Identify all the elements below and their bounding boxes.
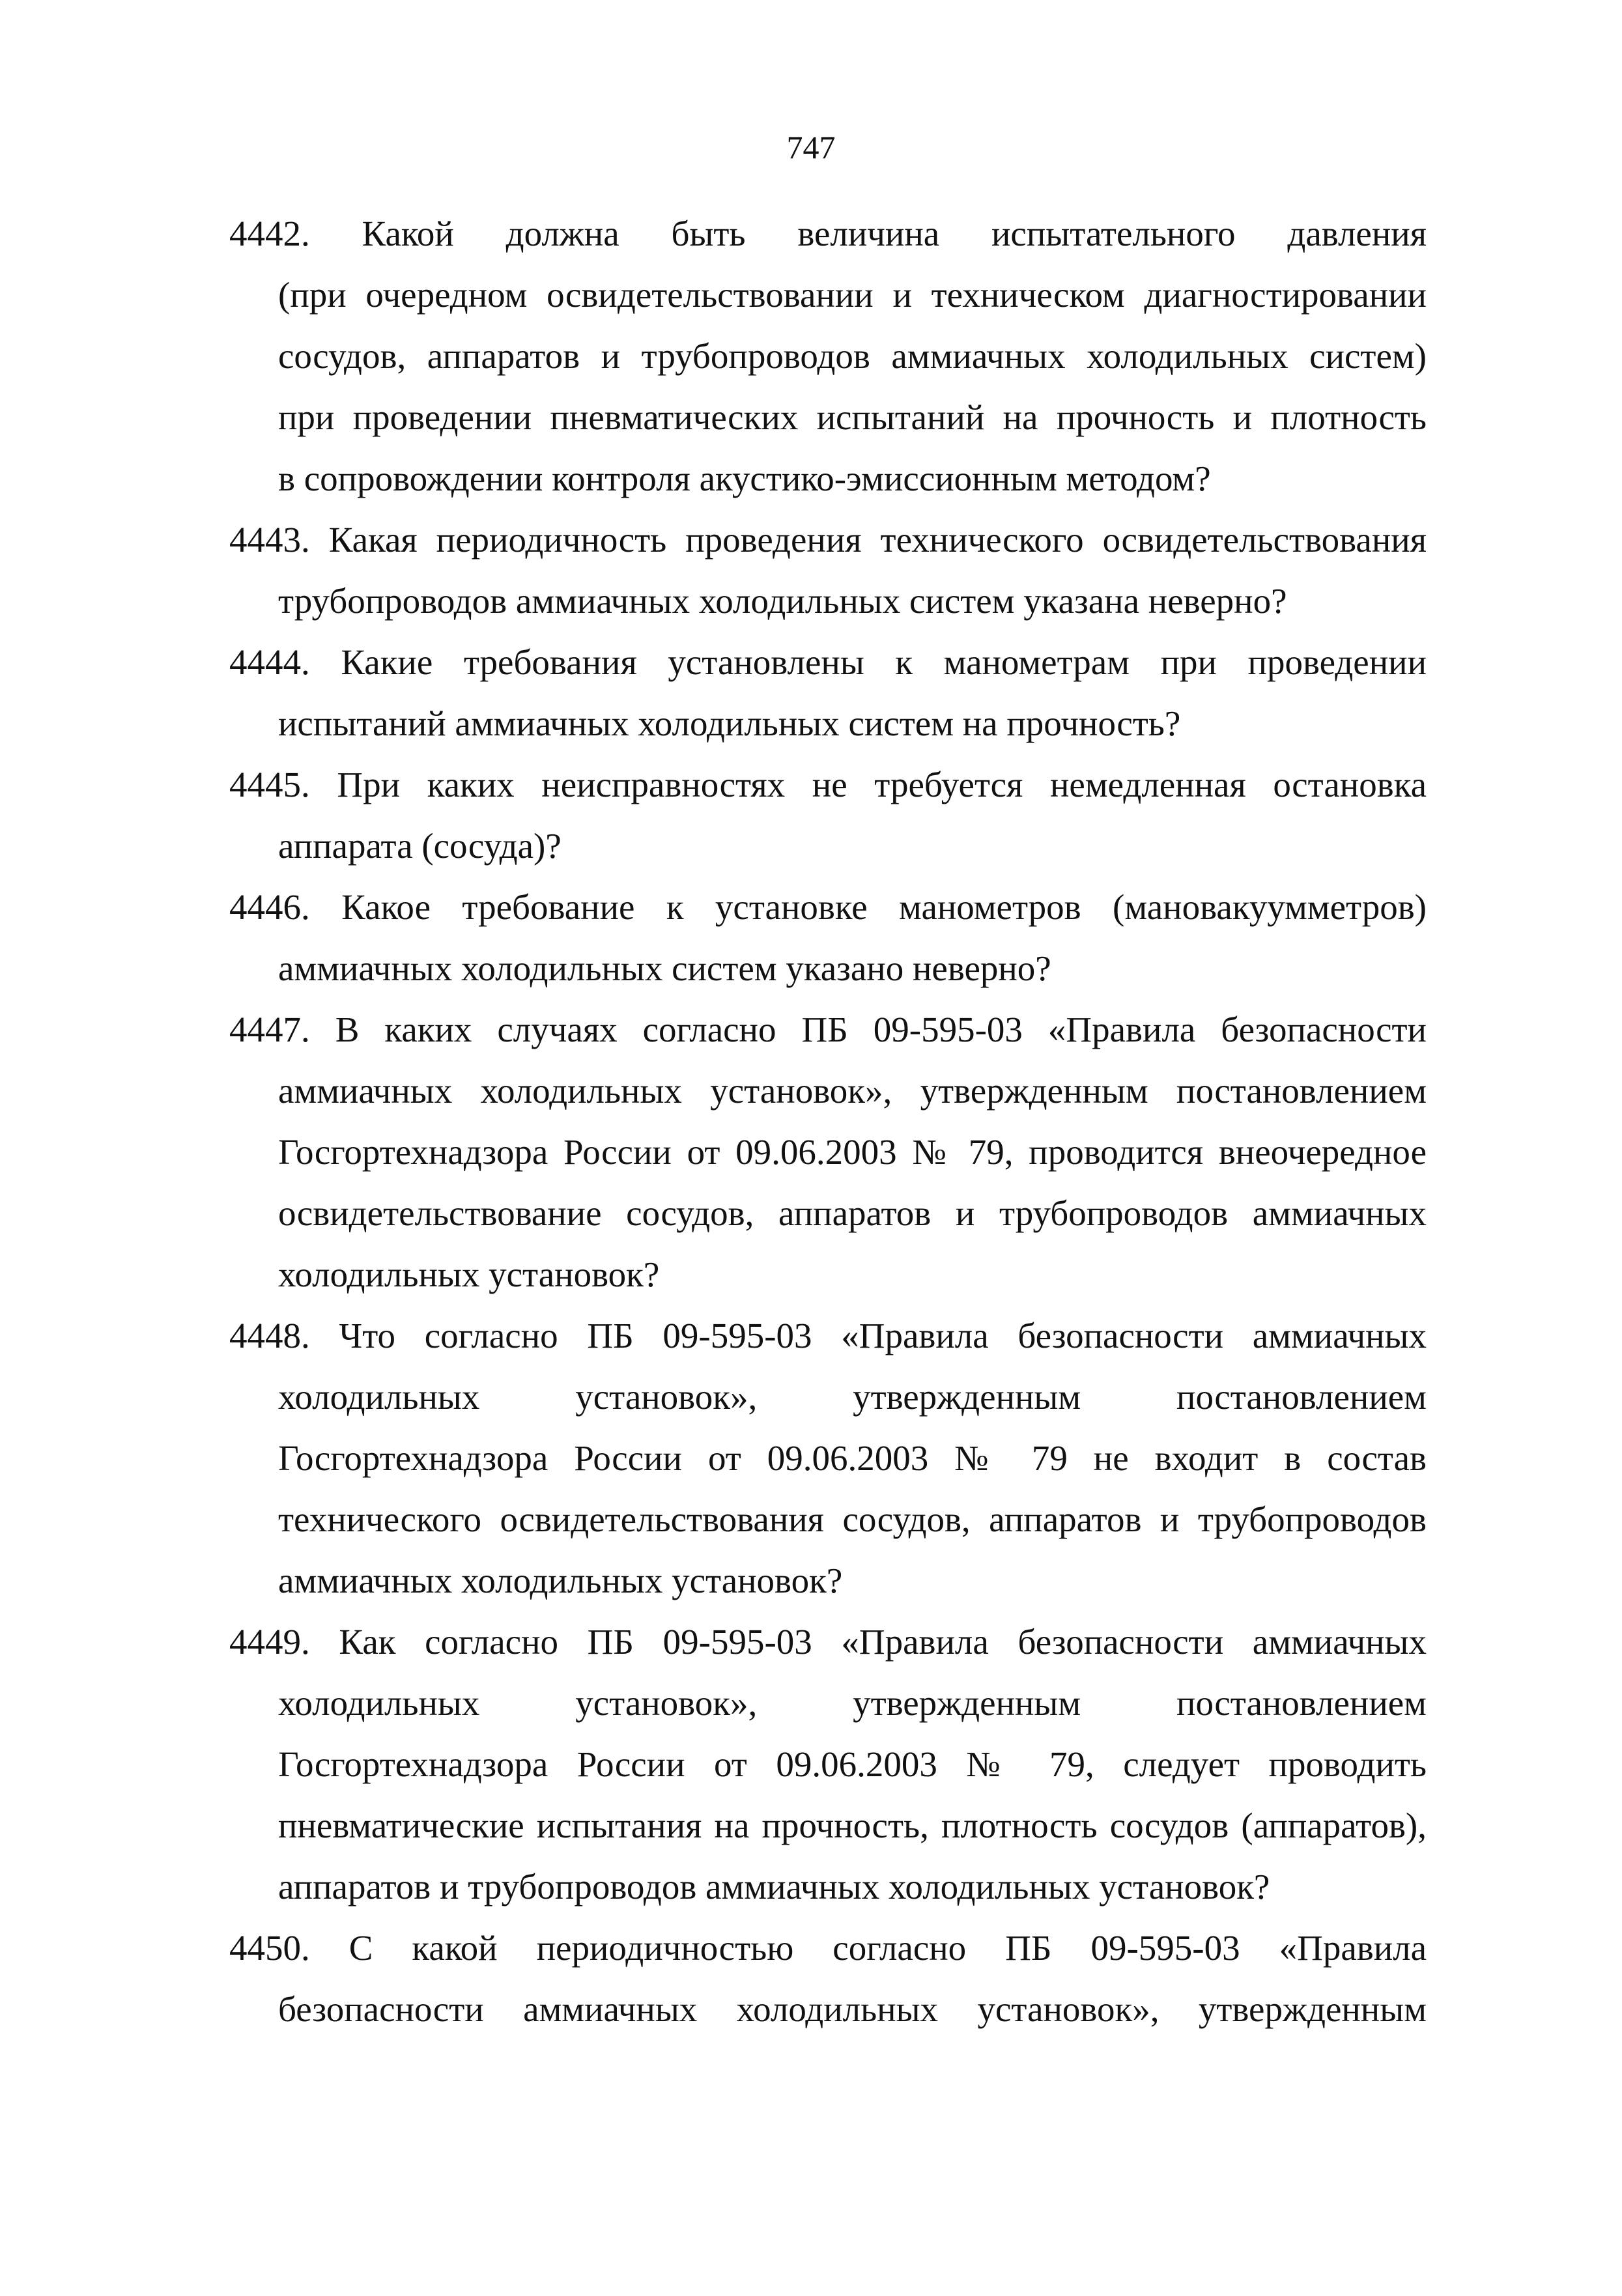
question-4442-line: сосудов, аппаратов и трубопроводов аммиачных холодильных систем) <box>278 336 1427 376</box>
question-4448-line: Госгортехнадзора России от 09.06.2003 № 79 не входит в состав <box>278 1438 1427 1478</box>
question-4447-line: Госгортехнадзора России от 09.06.2003 № 79, проводится внеочередное <box>278 1132 1427 1172</box>
question-4448-line: холодильных установок», утвержденным постановлением <box>278 1377 1427 1417</box>
question-4447-line: освидетельствование сосудов, аппаратов и трубопроводов аммиачных <box>278 1193 1427 1233</box>
question-4442-line: в сопровождении контроля акустико-эмиссионным методом? <box>278 459 1211 498</box>
question-4446-first-line: 4446. Какое требование к установке манометров (мановакуумметров) <box>229 887 1427 927</box>
question-4450-line: безопасности аммиачных холодильных установок», утвержденным <box>278 1989 1427 2029</box>
question-4442-line: (при очередном освидетельствовании и техническом диагностировании <box>278 275 1427 315</box>
question-4449-line: Госгортехнадзора России от 09.06.2003 № 79, следует проводить <box>278 1744 1427 1784</box>
page-number: 747 <box>786 129 836 165</box>
question-4449-line: аппаратов и трубопроводов аммиачных холодильных установок? <box>278 1867 1270 1906</box>
question-4448-first-line: 4448. Что согласно ПБ 09-595-03 «Правила безопасности аммиачных <box>229 1316 1427 1355</box>
question-4448-line: технического освидетельствования сосудов, аппаратов и трубопроводов <box>278 1499 1427 1539</box>
question-4447-line: аммиачных холодильных установок», утвержденным постановлением <box>278 1071 1427 1111</box>
question-4443-line: трубопроводов аммиачных холодильных систем указана неверно? <box>278 581 1287 621</box>
question-4449-line: пневматические испытания на прочность, плотность сосудов (аппаратов), <box>278 1806 1427 1845</box>
question-4442-line: при проведении пневматических испытаний на прочность и плотность <box>278 397 1427 437</box>
question-4447-first-line: 4447. В каких случаях согласно ПБ 09-595-03 «Правила безопасности <box>229 1010 1427 1049</box>
question-4448-line: аммиачных холодильных установок? <box>278 1561 843 1600</box>
question-4447-line: холодильных установок? <box>278 1254 660 1294</box>
question-4450-first-line: 4450. С какой периодичностью согласно ПБ 09-595-03 «Правила <box>229 1928 1427 1968</box>
question-4449-line: холодильных установок», утвержденным постановлением <box>278 1683 1427 1723</box>
question-4445-line: аппарата (сосуда)? <box>278 826 562 866</box>
question-4446-line: аммиачных холодильных систем указано неверно? <box>278 948 1051 988</box>
question-4444-line: испытаний аммиачных холодильных систем на прочность? <box>278 703 1181 743</box>
question-4444-first-line: 4444. Какие требования установлены к манометрам при проведении <box>229 642 1427 682</box>
question-4449-first-line: 4449. Как согласно ПБ 09-595-03 «Правила безопасности аммиачных <box>229 1622 1427 1662</box>
question-4445-first-line: 4445. При каких неисправностях не требуется немедленная остановка <box>229 765 1427 804</box>
question-4442-first-line: 4442. Какой должна быть величина испытательного давления <box>229 214 1427 253</box>
question-4443-first-line: 4443. Какая периодичность проведения технического освидетельствования <box>229 520 1427 560</box>
